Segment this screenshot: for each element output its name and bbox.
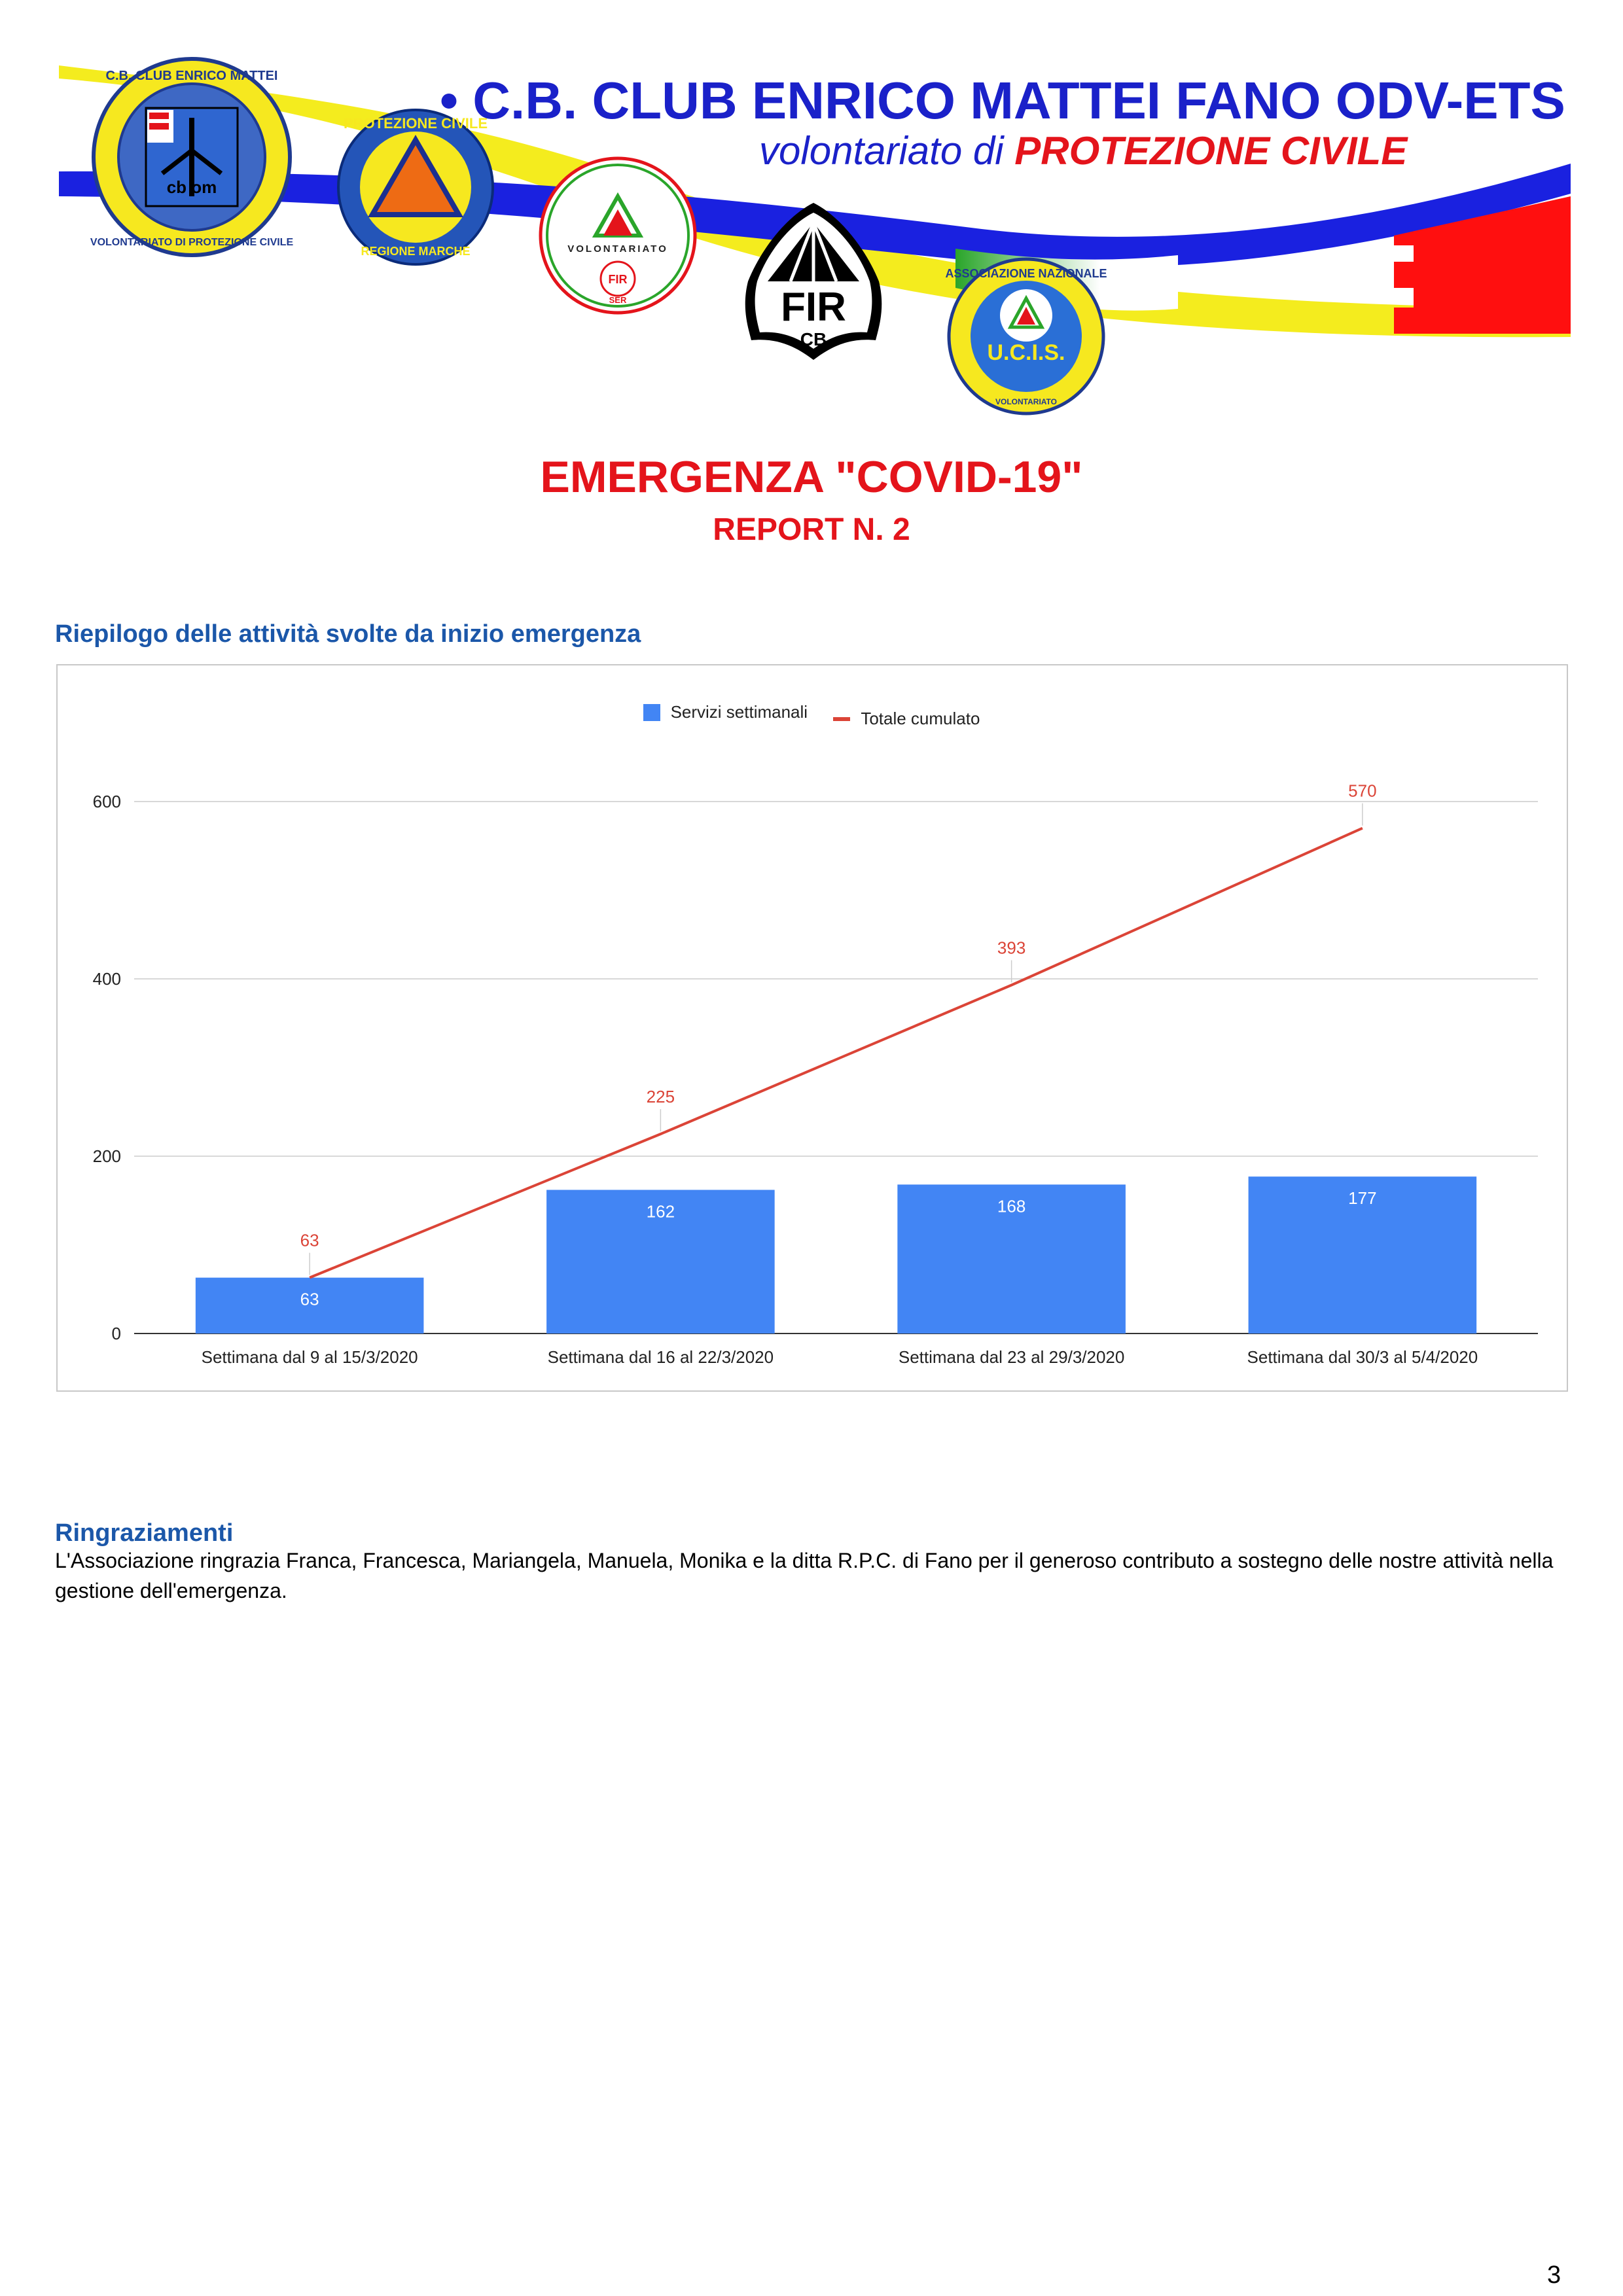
svg-text:VOLONTARIATO: VOLONTARIATO <box>995 397 1057 406</box>
y-tick-label: 600 <box>92 792 121 811</box>
bar-value-label: 177 <box>1348 1188 1377 1209</box>
svg-text:VOLONTARIATO: VOLONTARIATO <box>567 243 668 255</box>
svg-text:PROTEZIONE CIVILE: PROTEZIONE CIVILE <box>343 115 488 132</box>
chart-bars <box>196 1176 1476 1333</box>
svg-text:ASSOCIAZIONE NAZIONALE: ASSOCIAZIONE NAZIONALE <box>945 267 1107 280</box>
line-value-label: 225 <box>646 1087 675 1107</box>
y-tick-label: 400 <box>92 969 121 989</box>
legend-label-bars: Servizi settimanali <box>670 702 808 722</box>
bar-value-label: 168 <box>997 1196 1026 1216</box>
svg-text:VOLONTARIATO DI PROTEZIONE CIV: VOLONTARIATO DI PROTEZIONE CIVILE <box>90 237 294 248</box>
line-value-label: 393 <box>997 938 1026 958</box>
thanks-text: L'Associazione ringrazia Franca, Francesca, Mariangela, Manuela, Monika e la ditta R.P.C. di Fano per il generoso contributo a sostegno delle nostre attività nella gestione dell'emergenza. <box>55 1549 1554 1602</box>
svg-text:REGIONE MARCHE: REGIONE MARCHE <box>361 245 471 258</box>
x-tick-label: Settimana dal 16 al 22/3/2020 <box>547 1347 774 1367</box>
svg-text:SER: SER <box>609 295 627 305</box>
x-tick-label: Settimana dal 30/3 al 5/4/2020 <box>1247 1347 1478 1367</box>
line-value-label: 570 <box>1348 781 1377 801</box>
bar-value-label: 162 <box>646 1201 675 1222</box>
report-number: REPORT N. 2 <box>713 512 910 547</box>
organization-title: • C.B. CLUB ENRICO MATTEI FANO ODV-ETS <box>440 71 1565 130</box>
chart-line-series <box>310 804 1363 1278</box>
svg-text:U.C.I.S.: U.C.I.S. <box>987 340 1065 365</box>
line-series-path <box>310 828 1363 1278</box>
thanks-heading: Ringraziamenti <box>55 1519 234 1547</box>
svg-text:cb om: cb om <box>166 177 217 197</box>
organization-subtitle-prefix: volontariato di <box>759 129 1015 173</box>
line-value-label: 63 <box>300 1230 319 1250</box>
x-tick-label: Settimana dal 23 al 29/3/2020 <box>898 1347 1125 1367</box>
bar-value-label: 63 <box>300 1289 319 1309</box>
svg-text:CB: CB <box>800 329 827 349</box>
legend-label-line: Totale cumulato <box>861 709 980 728</box>
svg-text:C.B. CLUB ENRICO MATTEI: C.B. CLUB ENRICO MATTEI <box>105 69 278 83</box>
summary-heading: Riepilogo delle attività svolte da inizio emergenza <box>55 620 641 648</box>
organization-subtitle-emphasis: PROTEZIONE CIVILE <box>1014 129 1408 173</box>
y-tick-label: 0 <box>111 1324 121 1343</box>
svg-text:FIR: FIR <box>781 285 846 330</box>
svg-text:FIR: FIR <box>608 273 628 286</box>
x-tick-label: Settimana dal 9 al 15/3/2020 <box>201 1347 418 1367</box>
document-title: EMERGENZA "COVID-19" <box>540 452 1083 502</box>
page-number: 3 <box>1547 2261 1561 2289</box>
y-tick-label: 200 <box>92 1146 121 1166</box>
